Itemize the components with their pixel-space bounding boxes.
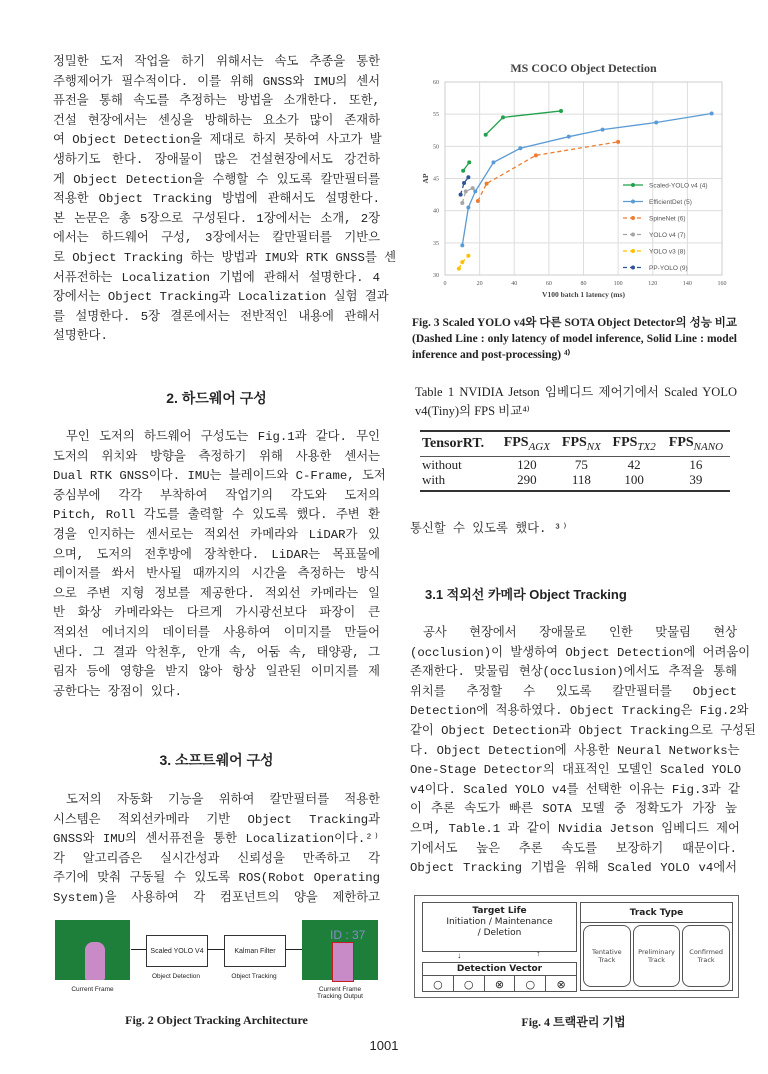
y-tick-label: 45 xyxy=(433,176,439,183)
data-point xyxy=(460,201,464,205)
table-header: $FPS_{AGX}$ xyxy=(497,431,556,456)
x-tick-label: 60 xyxy=(545,281,552,287)
table-caption: Table 1 NVIDIA Jetson 임베디드 제어기에서 Scaled YOLO v4(Tiny)의 FPS 비교⁴⁾ xyxy=(415,385,737,418)
data-point xyxy=(485,182,489,186)
text-line: 적외선 에너지의 데이터를 사용하여 이미지를 만들어 xyxy=(53,625,380,640)
x-tick-label: 160 xyxy=(717,281,727,287)
text-line: 각 알고리즘은 실시간성과 신뢰성을 만족하고 각 xyxy=(53,851,380,866)
legend-entry: EfficientDet (5) xyxy=(649,199,692,206)
data-point xyxy=(462,181,466,185)
text-line: 퓨전을 통해 속도를 추정하는 방법을 소개한다. 또한, xyxy=(53,94,380,109)
data-point xyxy=(460,243,464,247)
text-line: 적용한 Object Tracking 방법에 관해서도 설명한다. xyxy=(53,192,380,207)
legend-entry: Scaled-YOLO v4 (4) xyxy=(649,182,708,190)
object-tracking-label: Object Tracking xyxy=(231,973,277,980)
y-tick-label: 35 xyxy=(433,240,439,247)
legend-entry: YOLO v3 (8) xyxy=(649,248,686,256)
text-line: 서퓨전하는 Localization 기법에 관해서 설명한다. 4 xyxy=(53,270,380,285)
text-line: 설명한다. xyxy=(53,329,108,344)
x-tick-label: 20 xyxy=(476,281,483,287)
section-heading-hardware: 2. 하드웨어 구성 xyxy=(166,390,267,406)
table-cell: 118 xyxy=(556,472,606,491)
data-point xyxy=(567,135,571,139)
crossed-circle-icon: ⊗ xyxy=(484,976,515,992)
target-life-box: Target Life Initiation / Maintenance / Deletion xyxy=(422,902,577,952)
text-line: 주기에 맞춰 구동될 수 있도록 ROS(Robot Operating xyxy=(53,871,380,886)
legend-marker xyxy=(631,216,635,220)
text-line: 생하기도 한다. 장애물이 많은 건설현장에서도 강건하 xyxy=(53,152,380,167)
object-detection-label: Object Detection xyxy=(151,973,201,980)
text-line: 다. Object Detection에 사용한 Neural Networks는 xyxy=(410,743,740,758)
text-line: Detection에 적용하였다. Object Tracking은 Fig.2와 xyxy=(410,704,749,719)
legend-marker xyxy=(631,183,635,187)
table-row xyxy=(420,456,730,472)
text-line: 레이저를 쏴서 반사될 때까지의 시간을 측정하는 방식 xyxy=(53,567,380,582)
text-line: 낸다. 그 결과 악천후, 안개 속, 어둠 속, 태양광, 그 xyxy=(53,645,380,660)
id-label: ID : 37 xyxy=(330,928,366,942)
up-arrow-icon: ↑ xyxy=(536,950,541,959)
text-line: v4이다. Scaled YOLO v4를 선택한 이유는 Fig.3과 같 xyxy=(410,782,740,797)
crossed-circle-icon: ⊗ xyxy=(545,976,576,992)
section-heading-software: 3. 소프트웨어 구성 xyxy=(159,752,274,768)
detection-vector-box: Detection Vector ○ ○ ⊗ ○ ⊗ xyxy=(422,962,577,992)
text-line: 정밀한 도저 작업을 하기 위해서는 속도 추종을 통한 xyxy=(53,55,380,69)
track-type-box: Preliminary Track xyxy=(633,925,681,987)
text-line: 이 추론 속도가 빠른 SOTA 모델 중 정확도가 가장 높 xyxy=(410,802,737,817)
data-point xyxy=(484,133,488,137)
yolo-box: Scaled YOLO V4 xyxy=(146,935,208,967)
data-point xyxy=(466,205,470,209)
legend-entry: PP-YOLO (9) xyxy=(649,265,688,272)
table-cell: 39 xyxy=(662,472,730,491)
legend-entry: SpineNet (6) xyxy=(649,215,686,223)
table-cell: 42 xyxy=(627,456,641,472)
text-line: Pitch, Roll 각도를 출력할 수 있도록 했다. 주변 환 xyxy=(53,508,380,523)
data-point xyxy=(471,186,475,190)
data-point xyxy=(501,115,505,119)
kalman-filter-box: Kalman Filter xyxy=(224,935,286,967)
text-line: (occlusion)이 발생하여 Object Detection에 어려움이 xyxy=(410,645,751,660)
y-tick-label: 55 xyxy=(433,112,439,119)
chart-title: MS COCO Object Detection xyxy=(510,61,657,75)
text-line: One-Stage Detector의 대표적인 모델인 Scaled YOLO xyxy=(410,763,742,778)
x-tick-label: 40 xyxy=(511,281,518,287)
data-point xyxy=(461,169,465,173)
tracking-output-image xyxy=(302,920,378,980)
text-line: 중심부에 각각 부착하여 작업기의 각도와 도저의 xyxy=(53,488,380,503)
y-axis-label: AP xyxy=(421,173,430,184)
track-type-box: Tentative Track xyxy=(583,925,631,987)
table-header: $FPS_{NANO}$ xyxy=(662,431,730,456)
table-cell: 100 xyxy=(607,472,662,491)
y-tick-label: 60 xyxy=(433,80,439,86)
text-line: 기에서도 높은 추론 속도를 보장하기 때문이다. xyxy=(410,841,737,856)
circle-icon: ○ xyxy=(514,976,545,992)
table-cell: 75 xyxy=(574,456,588,472)
text-line: 존재한다. 맞물림 현상(occlusion)에서도 추적을 통해 xyxy=(410,665,737,680)
data-point xyxy=(459,193,463,197)
series-line xyxy=(478,142,618,201)
x-tick-label: 100 xyxy=(613,281,623,287)
legend-marker xyxy=(631,266,635,270)
series-line xyxy=(462,114,711,246)
text-line: 림자 등에 영향을 받지 않아 항상 일관된 이미지를 제 xyxy=(53,665,380,680)
text-line: System)을 사용하여 각 컴포넌트의 양을 제한하고 xyxy=(53,890,380,905)
fps-table xyxy=(420,430,730,492)
data-point xyxy=(559,109,563,113)
text-line: 장에서는 Object Tracking과 Localization 실험 결과 xyxy=(53,290,389,305)
legend-marker xyxy=(631,249,635,253)
data-point xyxy=(616,140,620,144)
text-line: 를 설명한다. 5장 결론에서는 전반적인 내용에 관해서 xyxy=(53,309,380,324)
x-axis-label: V100 batch 1 latency (ms) xyxy=(542,290,625,299)
legend-marker xyxy=(631,200,635,204)
data-point xyxy=(457,267,461,271)
arrow xyxy=(207,949,224,950)
hardware-paragraph xyxy=(53,428,386,702)
y-tick-label: 50 xyxy=(433,144,439,151)
x-tick-label: 140 xyxy=(682,281,692,287)
text-line: 으며, 도저의 전후방에 장착한다. LiDAR는 목표물에 xyxy=(53,547,380,562)
arrow xyxy=(131,949,147,950)
text-line: 건설 현장에서는 센싱을 방해하는 요소가 많이 존재하 xyxy=(53,113,380,128)
text-line: 으며, Table.1 과 같이 Nvidia Jetson 임베디드 제어 xyxy=(410,821,740,836)
data-point xyxy=(473,189,477,193)
x-tick-label: 0 xyxy=(443,281,447,287)
fig2-caption: Fig. 2 Object Tracking Architecture xyxy=(125,1013,308,1027)
arrow xyxy=(285,949,302,950)
current-frame-label: Current Frame xyxy=(71,986,114,993)
current-frame-image xyxy=(55,920,130,980)
data-point xyxy=(601,128,605,132)
software-paragraph xyxy=(53,791,380,909)
legend-marker xyxy=(631,233,635,237)
page-number: 1001 xyxy=(369,1038,399,1053)
intro-paragraph xyxy=(53,53,397,347)
data-point xyxy=(466,254,470,258)
text-line: 주행제어가 필수적이다. 이를 위해 GNSS와 IMU의 센서 xyxy=(53,74,380,89)
text-line: 반 화상 카메라와는 다르게 가시광선보다 파장이 큰 xyxy=(53,606,380,621)
x-tick-label: 120 xyxy=(648,281,658,287)
legend-entry: YOLO v4 (7) xyxy=(649,232,686,239)
section-heading-ir-tracking: 3.1 적외선 카메라 Object Tracking xyxy=(425,587,627,602)
table-cell: 120 xyxy=(517,456,537,472)
text-line: Dual RTK GNSS이다. IMU는 블레이드와 C-Frame, 도저 xyxy=(53,469,386,484)
text-line: 시스템은 적외선카메라 기반 Object Tracking과 xyxy=(53,812,380,827)
data-point xyxy=(476,199,480,203)
output-label: Current Frame Tracking Output xyxy=(316,986,363,1000)
circle-icon: ○ xyxy=(453,976,484,992)
table-header: TensorRT. xyxy=(420,431,497,456)
fig3-caption: Fig. 3 Scaled YOLO v4와 다른 SOTA Object Detector의 성능 비교 (Dashed Line : only latency of model inference, Solid Line : model inference and post-processing) ⁴⁾ xyxy=(412,317,737,361)
data-point xyxy=(467,160,471,164)
y-tick-label: 30 xyxy=(433,273,439,279)
table-row xyxy=(420,472,730,491)
data-point xyxy=(466,175,470,179)
table-cell: 290 xyxy=(497,472,556,491)
text-line: 으로 주변 지형 정보를 제공한다. 적외선 카메라는 일 xyxy=(53,586,380,601)
text-line: 에서는 하드웨어 구성, 3장에서는 칼만필터를 기반으 xyxy=(53,231,380,246)
data-point xyxy=(518,146,522,150)
text-line: 공한다는 장점이 있다. xyxy=(53,684,183,699)
ir-tracking-paragraph xyxy=(410,624,756,879)
fps-ap-chart xyxy=(410,50,740,305)
text-line: 로 Object Tracking 하는 방법과 IMU와 RTK GNSS를 센 xyxy=(53,250,397,265)
table-cell: 16 xyxy=(689,456,703,472)
data-point xyxy=(491,160,495,164)
text-line: 공사 현장에서 장애물로 인한 맞물림 현상 xyxy=(423,626,737,640)
text-line: 같이 Object Detection과 Object Tracking으로 구성된 xyxy=(410,723,756,738)
table-cell: with xyxy=(420,472,497,491)
text-line: 여 Object Detection을 제대로 하지 못하여 사고가 발 xyxy=(53,133,382,148)
track-type-box: Confirmed Track xyxy=(682,925,730,987)
text-line: GNSS와 IMU의 센서퓨전을 통한 Localization이다.²⁾ xyxy=(53,832,380,847)
data-point xyxy=(460,260,464,264)
data-point xyxy=(710,112,714,116)
circle-icon: ○ xyxy=(433,977,443,991)
fig4-caption: Fig. 4 트랙관리 기법 xyxy=(521,1015,626,1029)
table-cell: without xyxy=(422,456,462,472)
table-header: $FPS_{TX2}$ xyxy=(607,431,662,456)
text-line: 게 Object Detection을 수행할 수 있도록 칼만필터를 xyxy=(53,172,380,187)
down-arrow-icon: ↓ xyxy=(457,952,462,961)
text-line: 본 논문은 총 5장으로 구성된다. 1장에서는 소개, 2장 xyxy=(53,211,380,226)
data-point xyxy=(464,189,468,193)
track-type-box: Track Type Tentative Track Preliminary Track Confirmed Track xyxy=(580,902,733,991)
text-line: 경을 인지하는 센서로는 적외선 카메라와 LiDAR가 있 xyxy=(53,527,380,542)
x-tick-label: 80 xyxy=(580,281,587,287)
text-line: 도저의 자동화 기능을 위하여 칼만필터를 적용한 xyxy=(66,793,380,807)
data-point xyxy=(534,153,538,157)
continued-text: 통신할 수 있도록 했다. ³⁾ xyxy=(410,522,569,536)
text-line: Object Tracking 기법을 위해 Scaled YOLO v4에서 xyxy=(410,861,737,876)
text-line: 도저의 위치와 방향을 측정하기 위해 사용한 센서는 xyxy=(53,449,380,464)
table-header: $FPS_{NX}$ xyxy=(556,431,606,456)
text-line: 위치를 추정할 수 있도록 칼만필터를 Object xyxy=(410,684,737,699)
y-tick-label: 40 xyxy=(433,208,439,215)
text-line: 무인 도저의 하드웨어 구성도는 Fig.1과 같다. 무인 xyxy=(66,430,380,444)
data-point xyxy=(654,121,658,125)
